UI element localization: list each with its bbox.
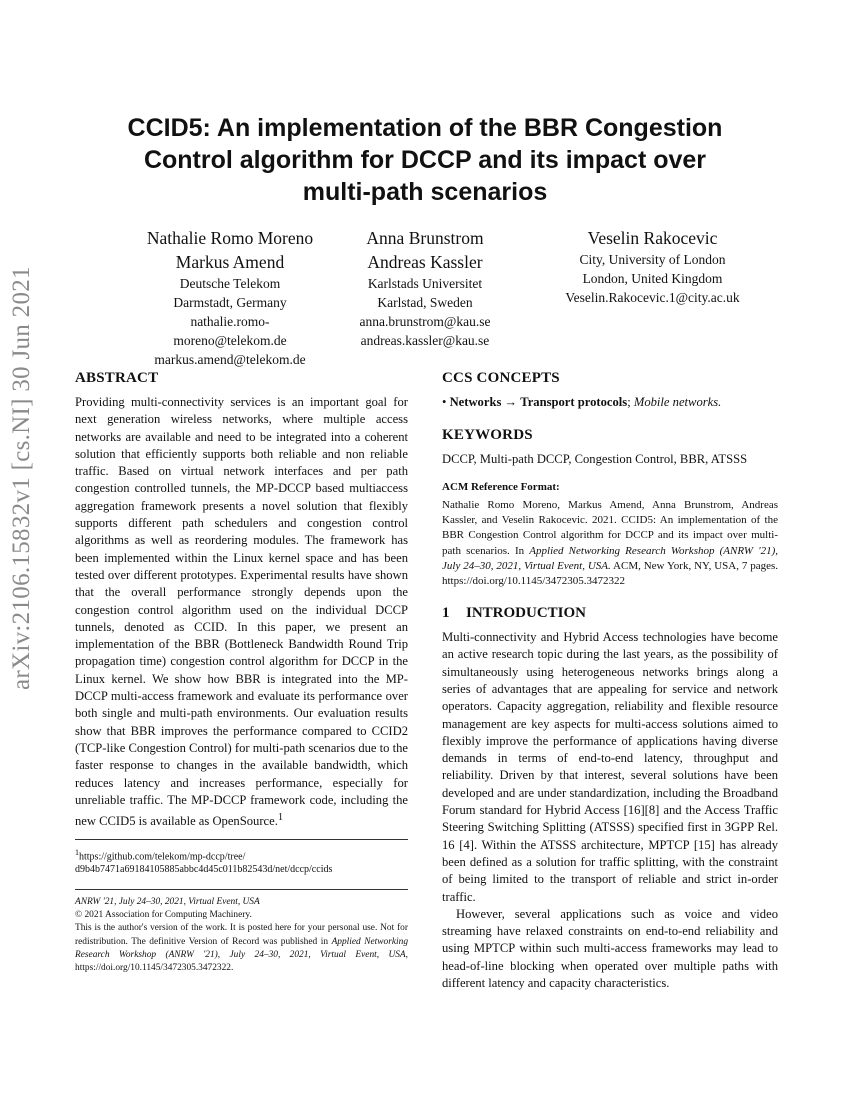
arxiv-identifier: arXiv:2106.15832v1 [cs.NI] 30 Jun 2021 xyxy=(8,266,35,690)
author-name: Nathalie Romo Moreno xyxy=(146,228,314,248)
intro-paragraph-2: However, several applications such as voice and video streaming have relaxed constraints on end-to-end reliability and using MPTCP within such multi-access frameworks may lead to head-of-line blocking when operated over multiple paths with different latency and capacity characteristics. xyxy=(442,906,778,991)
paper-title xyxy=(70,112,780,208)
title-line-3: multi-path scenarios xyxy=(302,178,548,206)
author-block-city xyxy=(545,226,760,307)
author-name: Veselin Rakocevic xyxy=(587,228,718,248)
notice-venue: Applied Networking Research Workshop (ANRW '21), July 24–30, 2021, Virtual Event, USA xyxy=(75,936,409,960)
intro-paragraph-1: Multi-connectivity and Hybrid Access technologies have become an active research topic during the last years, as the possibility of simultaneously using heterogeneous networks brings along a series of advantages that are appealing for service and network operators. Capacity aggregation, reliability and flexible resource management are key aspects for multi-access solutions aimed to flexibly improve the performance of applications having diverse demands in terms of end-to-end latency, throughput and reliability. Driven by that interest, several solutions have been developed and are under standardization, including the Broadband Forum standard for Hybrid Access [16][8] and the Access Traffic Steering Switching Splitting (ATSSS) specified first in 3GPP Rel. 16 [4]. Within the ATSSS architecture, MPTCP [15] has already been defined as a solution for traffic splitting, with the constraint of being limited to the transport of reliable and strict in-order traffic. xyxy=(442,630,778,904)
notice-text: This is the author's version of the work. It is posted here for your personal use. Not for redistribution. The definitive Version of Record was published in xyxy=(75,923,408,947)
author-email: nathalie.romo- xyxy=(190,314,270,329)
ccs-transport: Transport protocols xyxy=(520,395,628,409)
abstract-body: Providing multi-connectivity services is an important goal for next generation wireless networks, where multiple access networks are available and need to be integrated into a coherent solution that efficiently supports both reliable and non reliable traffic. Based on virtual network interfaces and per path congestion controlled tunnels, the MP-DCCP based multiaccess aggregation framework presents a novel solution that flexibly supports different path schedulers and congestion control algorithms as well as reordering modules. The framework has been implemented within the Linux kernel space and has been tested over different prototypes. Experimental results have shown that the overall performance strongly depends upon the congestion control algorithm used on the individual DCCP tunnels, denoted as CCID. In this paper, we present an implementation of the BBR (Bottleneck Bandwidth Round Trip propagation time) congestion control algorithm for DCCP in the Linux kernel. We show how BBR is integrated into the MP-DCCP multi-access framework and evaluate its performance over both single and multi-path environments. Our evaluation results show that BBR improves the performance compared to CCID2 (TCP-like Congestion Control) for multi-path scenarios due to the faster response to changes in the available bandwidth, which reduces latency and increases performance, especially for unreliable traffic. The MP-DCCP framework code, including the new CCID5 is available as OpenSource.$^1$ xyxy=(75,395,408,829)
author-email: anna.brunstrom@kau.se xyxy=(359,314,491,329)
venue-text: ANRW '21, July 24–30, 2021, Virtual Event, USA xyxy=(75,896,260,907)
author-block-karlstad xyxy=(330,226,520,350)
notice-doi[interactable]: , https://doi.org/10.1145/3472305.3472322. xyxy=(75,949,408,973)
abstract-text: Providing multi-connectivity services is an important goal for next generation wireless networks, where multiple access networks are available and need to be integrated into a coherent solution that efficiently supports both reliable and non reliable traffic. Based on virtual network interfaces and per path congestion controlled tunnels, the MP-DCCP based multiaccess aggregation framework presents a novel solution that flexibly supports different path schedulers and congestion control algorithms as well as reordering modules. The framework has been implemented within the Linux kernel space and has been tested over different prototypes. Experimental results have shown that the overall performance strongly depends upon the congestion control algorithm used on the individual DCCP tunnels, denoted as CCID. In this paper, we present an implementation of the BBR (Bottleneck Bandwidth Round Trip propagation time) congestion control algorithm for DCCP in the Linux kernel. We show how BBR is integrated into the MP-DCCP multi-access framework and evaluate its performance over both single and multi-path environments. Our evaluation results show that BBR improves the performance compared to CCID2 (TCP-like Congestion Control) for multi-path scenarios due to the faster response to changes in the available bandwidth, which reduces latency and increases performance, especially for unreliable traffic. The MP-DCCP framework code, including the new CCID5 is available as OpenSource xyxy=(75,395,408,829)
title-line-2: Control algorithm for DCCP and its impact over xyxy=(143,146,707,174)
author-affiliation: City, University of London xyxy=(579,252,726,267)
acm-ref-doi[interactable]: ACM, New York, NY, USA, 7 pages. https://doi.org/10.1145/3472305.3472322 xyxy=(442,559,778,587)
keywords-heading: KEYWORDS xyxy=(442,427,533,444)
acm-reference-body xyxy=(442,498,778,589)
title-line-1: CCID5: An implementation of the BBR Congestion xyxy=(127,114,723,142)
copyright-notice: © 2021 Association for Computing Machinery. xyxy=(75,910,252,921)
keywords-body: DCCP, Multi-path DCCP, Congestion Control, BBR, ATSSS xyxy=(442,452,748,467)
ccs-heading: CCS CONCEPTS xyxy=(442,370,560,386)
ccs-mobile: Mobile networks. xyxy=(633,395,722,409)
introduction-heading xyxy=(442,603,778,623)
conference-venue xyxy=(75,896,408,909)
author-email: markus.amend@telekom.de xyxy=(154,352,306,367)
left-column xyxy=(75,368,408,975)
footnote-url-line-1[interactable]: https://github.com/telekom/mp-dccp/tree/ xyxy=(79,850,246,862)
acm-ref-text: Nathalie Romo Moreno, Markus Amend, Anna Brunstrom, Andreas Kassler, and Veselin Rakocevic. 2021. CCID5: An implementation of the BBR Congestion Control algorithm for DCCP and its impact over multi-path scenarios. In xyxy=(442,498,778,557)
authors-version-notice xyxy=(75,922,408,975)
footnote-url-line-2[interactable]: d9b4b7471a69184105885abbc4d45c011b82543d/net/dccp/ccids xyxy=(75,864,333,876)
bullet-icon: • xyxy=(442,395,447,409)
ccs-networks: Networks xyxy=(449,395,502,409)
ccs-separator: ; xyxy=(627,395,631,409)
section-title: INTRODUCTION xyxy=(466,605,587,622)
acm-ref-venue: Applied Networking Research Workshop (ANRW '21), July 24–30, 2021, Virtual Event, USA. xyxy=(442,544,778,572)
author-affiliation: Karlstads Universitet xyxy=(367,276,483,291)
author-affiliation: Deutsche Telekom xyxy=(179,276,281,291)
author-name: Andreas Kassler xyxy=(367,252,483,272)
author-location: Darmstadt, Germany xyxy=(173,295,287,310)
author-email: andreas.kassler@kau.se xyxy=(360,333,490,348)
author-name: Markus Amend xyxy=(175,252,285,272)
author-email: moreno@telekom.de xyxy=(173,333,287,348)
author-location: Karlstad, Sweden xyxy=(377,295,473,310)
author-name: Anna Brunstrom xyxy=(366,228,484,248)
footnote-mark: 1 xyxy=(277,812,284,824)
arrow-right-icon: → xyxy=(504,395,518,409)
footnote-divider xyxy=(75,839,408,840)
right-column xyxy=(442,368,778,992)
author-email: Veselin.Rakocevic.1@city.ac.uk xyxy=(565,290,740,305)
author-location: London, United Kingdom xyxy=(582,271,723,286)
footnote xyxy=(75,846,408,877)
section-number: 1 xyxy=(442,605,450,622)
footnote-number: 1 xyxy=(75,847,79,857)
abstract-heading: ABSTRACT xyxy=(75,370,159,386)
acm-reference-heading: ACM Reference Format: xyxy=(442,480,560,493)
ccs-concepts xyxy=(442,394,778,411)
copyright-divider xyxy=(75,889,408,890)
